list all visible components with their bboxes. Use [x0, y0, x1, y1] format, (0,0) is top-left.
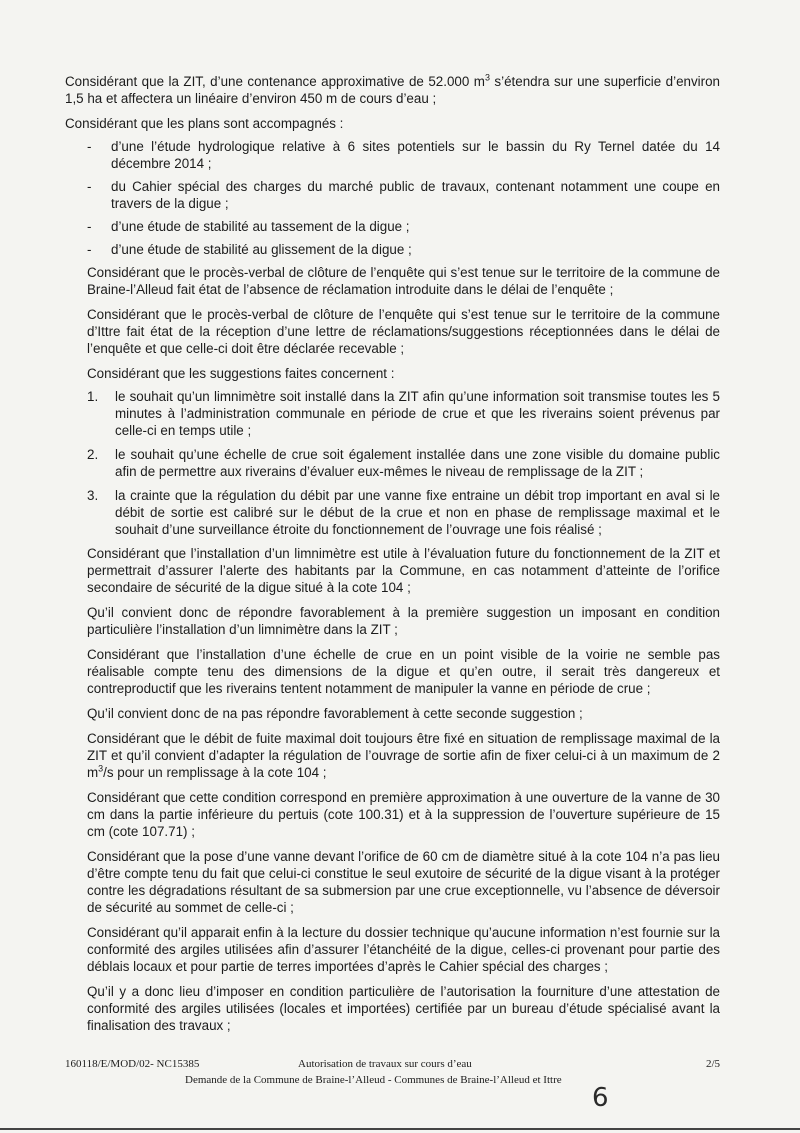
footer-subtitle: Demande de la Commune de Braine-l’Alleud - Communes de Braine-l’Alleud et Ittre: [185, 1074, 562, 1086]
paragraph-limnimetre: Considérant que l’installation d’un limnimètre est utile à l’évaluation future du fonctionnement de la ZIT et permettrait d’assurer l’alerte des habitants par la Commune, en cas notamment d’atteinte de l’orifice secondaire de sécurité de la digue situé à la cote 104 ;: [87, 546, 720, 595]
scan-bottom-edge: [0, 1128, 800, 1130]
paragraph-debit-fuite: Considérant que le débit de fuite maximal doit toujours être fixé en situation de remplissage maximal de la ZIT et qu’il convient d’adapter la régulation de l’ouvrage de sortie afin de fixer celui-ci à un maximum de 2 $m^3/s$ pour un remplissage à la cote 104 ;: [87, 731, 720, 780]
paragraph-pv-braine: Considérant que le procès-verbal de clôture de l’enquête qui s’est tenue sur le territoire de la commune de Braine-l’Alleud fait état de l’absence de réclamation introduite dans le délai de l’enquête ;: [87, 265, 720, 297]
suggestion-number: 3.: [87, 488, 99, 503]
plan-item: [87, 241, 720, 258]
footer-reference: 160118/E/MOD/02- NC15385: [65, 1058, 200, 1070]
paragraph-vanne-ouverture: Considérant que cette condition correspond en première approximation à une ouverture de la vanne de 30 cm dans la partie inférieure du pertuis (cote 100.31) et à la suppression de l’ouverture supérieure de 15 cm (cote 107.71) ;: [87, 790, 720, 839]
suggestion-number: 2.: [87, 447, 99, 462]
suggestion-number: 1.: [87, 389, 99, 404]
plan-item: [87, 218, 720, 235]
dash-bullet: -: [87, 179, 92, 194]
suggestion-item: [87, 388, 720, 439]
paragraph-first-suggestion: Qu’il convient donc de répondre favorablement à la première suggestion un imposant en condition particulière l’installation d’un limnimètre dans la ZIT ;: [87, 605, 720, 637]
footer-page-number: 2/5: [705, 1058, 720, 1070]
suggestion-item: [87, 446, 720, 480]
suggestions-list: [87, 388, 720, 538]
plan-item-text: d’une étude de stabilité au tassement de la digue ;: [111, 219, 410, 234]
dash-bullet: -: [87, 139, 92, 154]
plan-item-text: du Cahier spécial des charges du marché public de travaux, contenant notamment une coupe en travers de la digue ;: [111, 179, 720, 211]
paragraph-second-suggestion: Qu’il convient donc de na pas répondre favorablement à cette seconde suggestion ;: [87, 706, 583, 721]
dash-bullet: -: [87, 219, 92, 234]
plans-list: [87, 138, 720, 258]
paragraph-argiles: Considérant qu’il apparait enfin à la lecture du dossier technique qu’aucune information n’est fournie sur la conformité des argiles utilisées afin d’assurer l’étanchéité de la digue, celles-ci provenant pour partie des déblais locaux et pour partie de terres importées d’après le Cahier spécial des charges ;: [87, 925, 720, 974]
paragraph-orifice: Considérant que la pose d’une vanne devant l’orifice de 60 cm de diamètre situé à la cote 104 n’a pas lieu d’être compte tenu du fait que celui-ci constitue le seul exutoire de sécurité de la digue visant à la protéger contre les dégradations résultant de sa submersion par une crue exceptionnelle, vu l’absence de déversoir de sécurité au sommet de celle-ci ;: [87, 849, 720, 915]
paragraph-plans-intro: Considérant que les plans sont accompagnés :: [65, 116, 344, 131]
suggestion-text: le souhait qu’un limnimètre soit installé dans la ZIT afin qu’une information soit transmise toutes les 5 minutes à l’administration communale en période de crue et que les riverains soient prévenus par celle-ci en temps utile ;: [115, 389, 720, 438]
plan-item-text: d’une étude de stabilité au glissement de la digue ;: [111, 242, 412, 257]
paragraph-attestation: Qu’il y a donc lieu d’imposer en condition particulière de l’autorisation la fourniture d’une attestation de conformité des argiles utilisées (locales et importées) certifiée par un bureau d’étude spécialisé avant la finalisation des travaux ;: [87, 984, 720, 1033]
suggestion-text: la crainte que la régulation du débit par une vanne fixe entraine un débit trop important en aval si le débit de sortie est calibré sur le début de la crue et non en phase de remplissage maximal et le souhait d’une surveillance étroite du fonctionnement de l’ouvrage une fois réalisé ;: [115, 488, 720, 537]
paragraph-zit-capacity: Considérant que la ZIT, d’une contenance approximative de 52.000 $m^3$ s’étendra sur une superficie d’environ 1,5 ha et affectera un linéaire d’environ 450 m de cours d’eau ;: [65, 72, 721, 106]
dash-bullet: -: [87, 242, 92, 257]
paragraph-suggestions-intro: Considérant que les suggestions faites concernent :: [87, 366, 395, 381]
document-body: [65, 73, 720, 1034]
plan-item: [87, 178, 720, 212]
suggestion-text: le souhait qu’une échelle de crue soit également installée dans une zone visible du domaine public afin de permettre aux riverains d’évaluer eux-mêmes le niveau de remplissage de la ZIT ;: [115, 447, 720, 479]
paragraph-pv-ittre: Considérant que le procès-verbal de clôture de l’enquête qui s’est tenue sur le territoire de la commune d’Ittre fait état de la réception d’une lettre de réclamations/suggestions réceptionnées dans le délai de l’enquête et que celle-ci doit être déclarée recevable ;: [87, 307, 720, 356]
plan-item: [87, 138, 720, 172]
plan-item-text: d’une l’étude hydrologique relative à 6 sites potentiels sur le bassin du Ry Ternel datée du 14 décembre 2014 ;: [111, 139, 720, 171]
handwritten-page-number: 6: [592, 1083, 609, 1113]
paragraph-echelle-crue: Considérant que l’installation d’une échelle de crue en un point visible de la voirie ne semble pas réalisable compte tenu des dimensions de la digue et qu’en outre, il serait très dangereux et contreproductif que les riverains tentent notamment de manipuler la vanne en période de crue ;: [87, 647, 720, 696]
suggestion-item: [87, 487, 720, 538]
footer-title: Autorisation de travaux sur cours d’eau: [298, 1058, 472, 1070]
